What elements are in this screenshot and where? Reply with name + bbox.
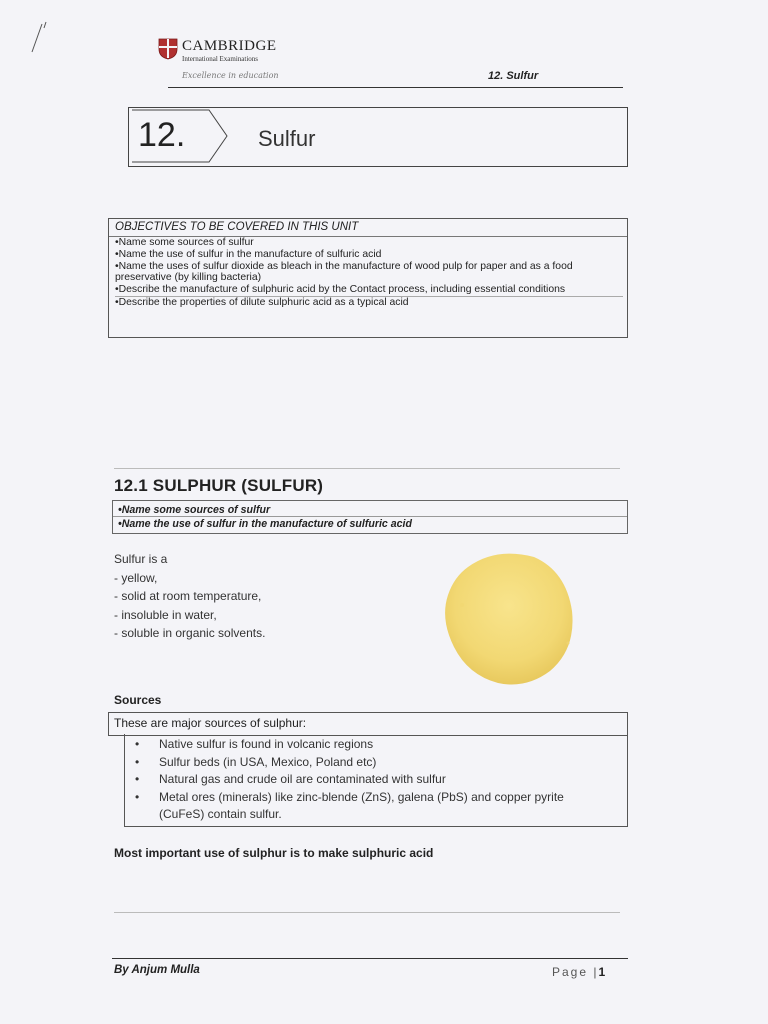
bottom-divider: [114, 912, 620, 913]
property-line: - soluble in organic solvents.: [114, 626, 266, 640]
objective-item: • Name the uses of sulfur dioxide as bleach in the manufacture of wood pulp for paper and as a food preservative (by killing bacteria): [115, 261, 623, 285]
property-line: Sulfur is a: [114, 552, 168, 566]
objectives-heading: OBJECTIVES TO BE COVERED IN THIS UNIT: [115, 221, 359, 233]
chapter-title: Sulfur: [258, 126, 316, 151]
author-name: By Anjum Mulla: [114, 964, 200, 976]
objectives-list: [115, 237, 623, 309]
sources-intro: These are major sources of sulphur:: [114, 716, 307, 730]
sulfur-properties: [114, 550, 265, 643]
sources-list-box: [124, 734, 628, 827]
cambridge-logo: [158, 38, 298, 70]
section-divider: [114, 468, 620, 469]
property-line: - insoluble in water,: [114, 607, 217, 622]
cambridge-shield-icon: [158, 38, 178, 60]
property-line: - solid at room temperature,: [114, 589, 262, 603]
source-item: [135, 754, 615, 772]
section-goal-item: • Name the use of sulfur in the manufacture of sulfuric acid: [118, 517, 412, 531]
chapter-title-box: [128, 107, 628, 167]
sources-heading: Sources: [114, 693, 162, 707]
logo-subtitle: International Examinations: [182, 55, 259, 63]
objective-item: • Describe the properties of dilute sulphuric acid as a typical acid: [115, 296, 623, 309]
section-goal-item: • Name some sources of sulfur: [118, 503, 412, 517]
sources-list: [135, 736, 615, 824]
header-divider: [168, 87, 623, 88]
source-item: [135, 789, 615, 824]
pen-mark-decoration: [28, 18, 68, 58]
property-line: - yellow,: [114, 570, 158, 585]
source-item-text: Native sulfur is found in volcanic regions: [159, 737, 374, 751]
section-title: 12.1 SULPHUR (SULFUR): [114, 476, 324, 495]
objective-item: • Name some sources of sulfur: [115, 237, 623, 249]
page-label: Page |: [552, 965, 599, 979]
footer-divider: [112, 958, 628, 959]
sulfur-powder-image: [438, 545, 578, 690]
chapter-arrow-shape: [129, 108, 629, 168]
source-item-text: Sulfur beds (in USA, Mexico, Poland etc): [159, 754, 377, 769]
goals-divider: [113, 516, 627, 517]
chapter-number: 12.: [138, 116, 186, 154]
section-goals-box: [112, 500, 628, 534]
important-use-statement: Most important use of sulphur is to make sulphuric acid: [114, 846, 434, 860]
page-number: 1: [598, 965, 606, 979]
tagline: Excellence in education: [182, 71, 279, 80]
source-item: [135, 736, 615, 754]
sources-intro-box: [108, 712, 628, 736]
source-item-text: Metal ores (minerals) like zinc-blende (ZnS), galena (PbS) and copper pyrite: [159, 789, 564, 804]
objectives-box: [108, 218, 628, 338]
source-item-text: Natural gas and crude oil are contaminated with sulfur: [159, 772, 446, 786]
page-indicator: [552, 965, 605, 979]
logo-name: CAMBRIDGE: [182, 38, 277, 54]
header-unit-label: 12. Sulfur: [488, 70, 539, 82]
section-goals-list: [118, 503, 412, 531]
source-item: [135, 771, 615, 789]
source-item-continuation: (CuFeS) contain sulfur.: [159, 807, 282, 821]
objective-item: • Name the use of sulfur in the manufacture of sulfuric acid: [115, 249, 623, 261]
objective-item: • Describe the manufacture of sulphuric acid by the Contact process, including essential conditions: [115, 284, 623, 296]
